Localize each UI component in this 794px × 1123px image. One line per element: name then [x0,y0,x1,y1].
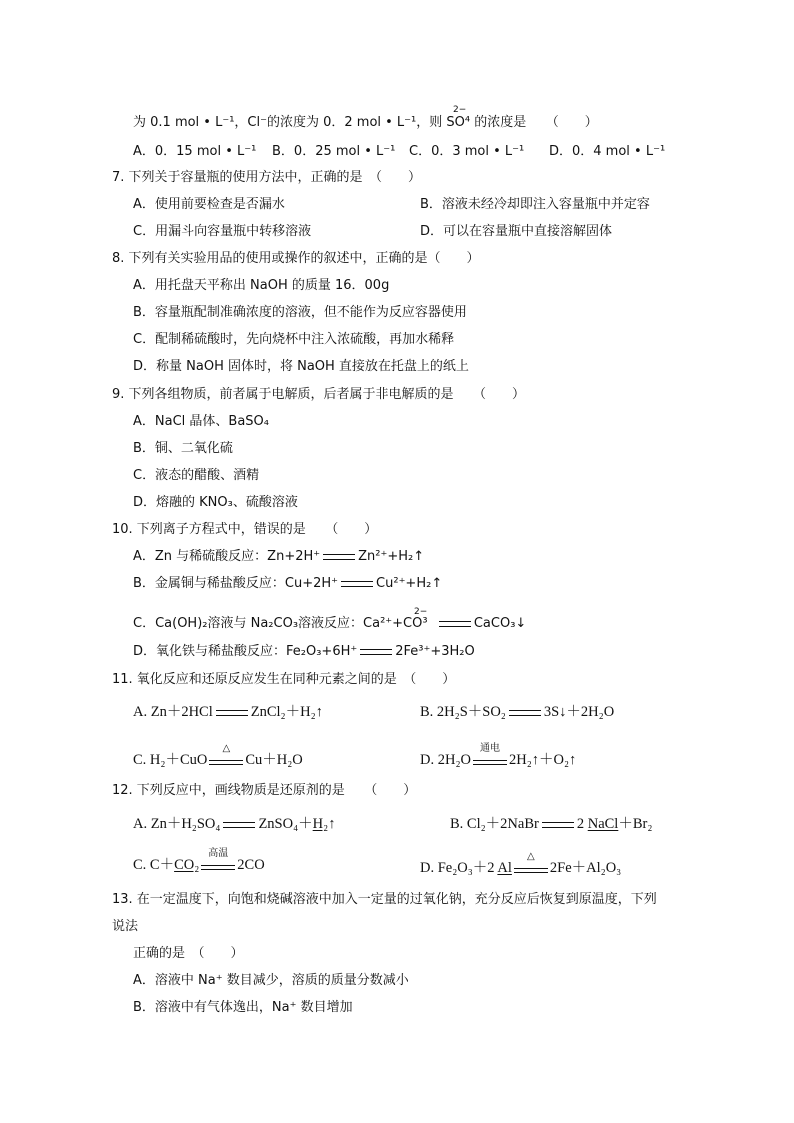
q12b-underlined: NaCl [587,816,619,832]
q12-option-a[interactable] [133,815,335,833]
q10c-left: C．Ca(OH)₂溶液与 Na₂CO₃溶液反应：Ca²⁺+CO³ [133,616,428,631]
q11-option-c[interactable] [133,742,303,770]
q6-option-b[interactable]: B．0．25 mol • L⁻¹ [272,144,396,159]
q11-option-d[interactable] [420,742,577,770]
q11a-right: ZnCl₂＋H₂↑ [250,704,323,720]
q9-option-b[interactable]: B．铜、二氧化硫 [133,441,233,456]
q11d-right: 2H₂↑＋O₂↑ [508,752,577,768]
q11d-left: D. 2H₂O [420,752,471,768]
q12-option-d[interactable] [420,850,622,878]
equals-sign [341,581,373,587]
q8-stem: 8. 下列有关实验用品的使用或操作的叙述中，正确的是（ ） [112,251,480,266]
q12a-underlined: H₂ [312,816,329,832]
equals-with-condition [473,742,507,770]
q12a-right: ZnSO₄＋ [258,816,313,832]
q7-stem: 7. 下列关于容量瓶的使用方法中，正确的是 （ ） [112,170,422,185]
q12d-right: 2Fe＋Al₂O₃ [549,860,622,876]
q12-stem: 12. 下列反应中，画线物质是还原剂的是 （ ） [112,783,417,798]
q10-option-c[interactable] [133,615,526,633]
equals-sign [509,710,541,716]
q6-stem-text: 为 0.1 mol • L⁻¹，Cl⁻的浓度为 0．2 mol • L⁻¹，则 SO⁴ 的浓度是 （ ） [133,115,598,130]
q6-stem-continued [133,114,598,132]
q13-stem-cont2: 正确的是 （ ） [133,946,244,961]
q11a-left: A. Zn＋2HCl [133,704,213,720]
q7-option-a[interactable]: A．使用前要检查是否漏水 [133,197,285,212]
q11c-right: Cu＋H₂O [245,752,303,768]
high-temp-label: 高温 [208,847,229,859]
q11b-left: B. 2H₂S＋SO₂ [420,704,506,720]
q8-option-b[interactable]: B．容量瓶配制准确浓度的溶液，但不能作为反应容器使用 [133,305,467,320]
q7-option-b[interactable]: B．溶液未经冷却即注入容量瓶中并定容 [420,197,650,212]
q6-option-c[interactable]: C．0．3 mol • L⁻¹ [409,144,525,159]
electrolysis-label: 通电 [479,742,500,754]
equals-sign [542,822,574,828]
q12b-rest: ＋Br₂ [618,816,653,832]
equals-with-condition [209,742,243,770]
q13-option-a[interactable]: A．溶液中 Na⁺ 数目减少，溶质的质量分数减小 [133,973,409,988]
heat-symbol: △ [527,850,535,862]
q12d-left: D. Fe₂O₃＋2 [420,860,498,876]
q9-option-c[interactable]: C．液态的醋酸、酒精 [133,468,260,483]
q13-stem: 13. 在一定温度下，向饱和烧碱溶液中加入一定量的过氧化钠，充分反应后恢复到原温度，下列 [112,892,657,907]
q10-option-d[interactable] [133,643,475,661]
equals-sign [323,554,355,560]
q8-option-a[interactable]: A．用托盘天平称出 NaOH 的质量 16．00g [133,278,390,293]
equals-with-condition [201,847,235,875]
q10b-left: B．金属铜与稀盐酸反应：Cu+2H⁺ [133,576,339,591]
equals-sign [216,710,248,716]
equals-sign [439,621,471,627]
q12-option-b[interactable] [450,815,652,833]
q11-option-b[interactable] [420,703,614,721]
q6-option-a[interactable]: A．0．15 mol • L⁻¹ [133,144,257,159]
q10a-right: Zn²⁺+H₂↑ [358,549,425,564]
q11-option-a[interactable] [133,703,323,721]
q12b-left: B. Cl₂＋2NaBr [450,816,539,832]
q12c-underlined: CO₂ [174,857,200,873]
q10b-right: Cu²⁺+H₂↑ [376,576,443,591]
q12d-underlined: Al [497,860,512,876]
q9-option-d[interactable]: D．熔融的 KNO₃、硫酸溶液 [133,495,298,510]
q13-option-b[interactable]: B．溶液中有气体逸出，Na⁺ 数目增加 [133,1000,353,1015]
q11-stem: 11. 氧化反应和还原反应发生在同种元素之间的是 （ ） [112,672,456,687]
q10d-right: 2Fe³⁺+3H₂O [395,644,475,659]
q11b-right: 3S↓＋2H₂O [543,704,615,720]
q12c-left: C. C＋ [133,857,175,873]
sulfate-charge: 2− [453,105,467,115]
q13-stem-cont: 说法 [112,919,139,934]
q7-option-d[interactable]: D．可以在容量瓶中直接溶解固体 [420,224,613,239]
q12a-arrow: ↑ [328,816,336,832]
q10-stem: 10. 下列离子方程式中，错误的是 （ ） [112,522,378,537]
q9-option-a[interactable]: A．NaCl 晶体、BaSO₄ [133,414,269,429]
q10-option-b[interactable] [133,575,442,593]
q10a-left: A．Zn 与稀硫酸反应：Zn+2H⁺ [133,549,321,564]
q10-option-a[interactable] [133,548,424,566]
equals-sign [360,649,392,655]
equals-with-condition [514,850,548,878]
q8-option-d[interactable]: D．称量 NaOH 固体时，将 NaOH 直接放在托盘上的纸上 [133,359,469,374]
heat-symbol: △ [222,742,231,754]
q10d-left: D．氧化铁与稀盐酸反应：Fe₂O₃+6H⁺ [133,644,358,659]
q9-stem: 9. 下列各组物质，前者属于电解质，后者属于非电解质的是 （ ） [112,387,526,402]
q11c-left: C. H₂＋CuO [133,752,208,768]
q12a-left: A. Zn＋H₂SO₄ [133,816,221,832]
q6-option-d[interactable]: D．0．4 mol • L⁻¹ [549,144,666,159]
q10c-right: CaCO₃↓ [473,616,527,631]
q8-option-c[interactable]: C．配制稀硫酸时，先向烧杯中注入浓硫酸，再加水稀释 [133,332,455,347]
q7-option-c[interactable]: C．用漏斗向容量瓶中转移溶液 [133,224,312,239]
q12b-right: 2 [576,816,588,832]
q12-option-c[interactable] [133,847,265,875]
carbonate-charge: 2− [414,607,428,617]
equals-sign [223,822,255,828]
q12c-right: 2CO [237,857,265,873]
